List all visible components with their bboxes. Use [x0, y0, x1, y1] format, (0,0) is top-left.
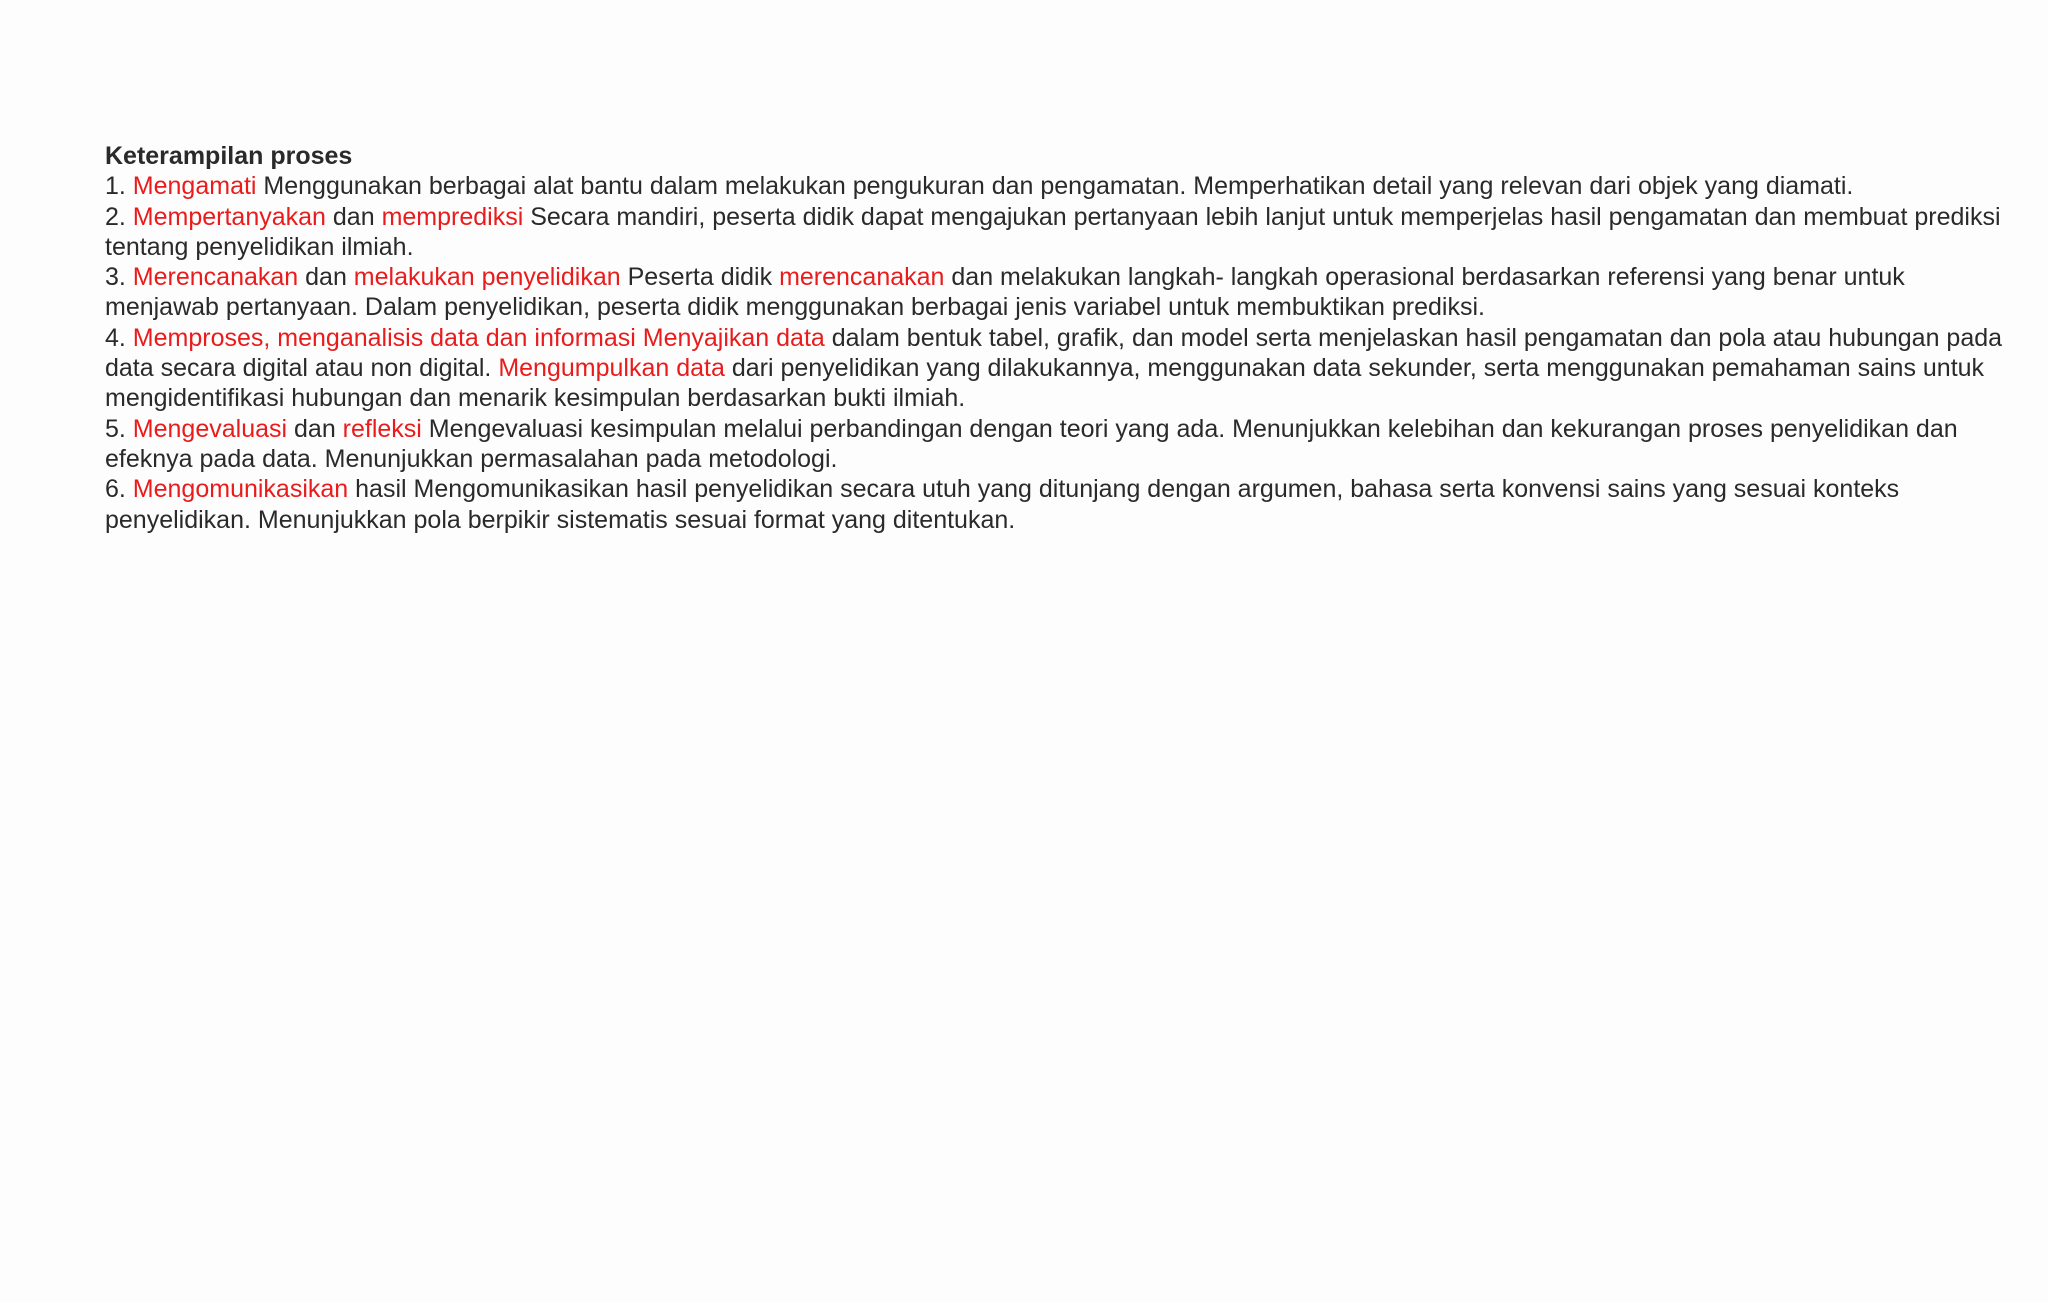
highlighted-term: melakukan penyelidikan [353, 263, 621, 292]
item-text: Secara mandiri, peserta didik dapat mengajukan pertanyaan lebih lanjut untuk memperjelas hasil pengamatan dan membuat prediksi tentang penyelidikan ilmiah. [105, 202, 2001, 261]
list-item [105, 414, 2005, 475]
item-text: dan [298, 263, 354, 292]
highlighted-term: Mengevaluasi [132, 414, 288, 443]
highlighted-term: refleksi [342, 414, 422, 443]
item-number: 6. [105, 475, 133, 504]
item-text: Mengevaluasi kesimpulan melalui perbandingan dengan teori yang ada. Menunjukkan kelebihan dan kekurangan proses penyelidikan dan efeknya pada data. Menunjukkan permasalahan pada metodologi. [105, 414, 1958, 473]
item-number: 1. [105, 172, 133, 201]
highlighted-term: memprediksi [381, 202, 524, 231]
item-number: 4. [105, 323, 133, 352]
item-number: 2. [105, 202, 133, 231]
item-text: dan [325, 202, 382, 231]
highlighted-term: Mengumpulkan data [498, 354, 725, 383]
list-item [105, 474, 2005, 535]
list-item [105, 323, 2005, 414]
highlighted-term: Memproses, menganalisis data dan informasi Menyajikan data [132, 323, 825, 352]
item-text: dari penyelidikan yang dilakukannya, menggunakan data sekunder, serta menggunakan pemahaman sains untuk mengidentifikasi hubungan dan menarik kesimpulan berdasarkan bukti ilmiah. [105, 354, 1985, 413]
highlighted-term: Mengomunikasikan [132, 475, 349, 504]
item-text: dalam bentuk tabel, grafik, dan model serta menjelaskan hasil pengamatan dan pola atau hubungan pada data secara digital atau non digital. [105, 323, 2003, 383]
document-body [105, 141, 2005, 535]
item-text: dan [287, 414, 343, 443]
item-number: 5. [105, 414, 133, 443]
list-item [105, 262, 2005, 323]
highlighted-term: Mempertanyakan [132, 202, 326, 231]
item-text: dan melakukan langkah- langkah operasional berdasarkan referensi yang benar untuk menjawab pertanyaan. Dalam penyelidikan, peserta didik menggunakan berbagai jenis variabel untuk membuktikan prediksi. [105, 263, 1905, 322]
highlighted-term: Merencanakan [132, 263, 299, 292]
highlighted-term: merencanakan [779, 263, 945, 292]
document-title: Keterampilan proses [105, 142, 353, 170]
list-item [105, 202, 2005, 263]
item-text: Peserta didik [620, 263, 780, 292]
list-item [105, 171, 2005, 201]
item-number: 3. [105, 263, 133, 292]
highlighted-term: Mengamati [132, 172, 257, 201]
item-text: hasil Mengomunikasikan hasil penyelidikan secara utuh yang ditunjang dengan argumen, bahasa serta konvensi sains yang sesuai konteks penyelidikan. Menunjukkan pola berpikir sistematis sesuai format yang ditentukan. [105, 475, 1900, 534]
item-text: Menggunakan berbagai alat bantu dalam melakukan pengukuran dan pengamatan. Memperhatikan detail yang relevan dari objek yang diamati. [256, 172, 1854, 201]
